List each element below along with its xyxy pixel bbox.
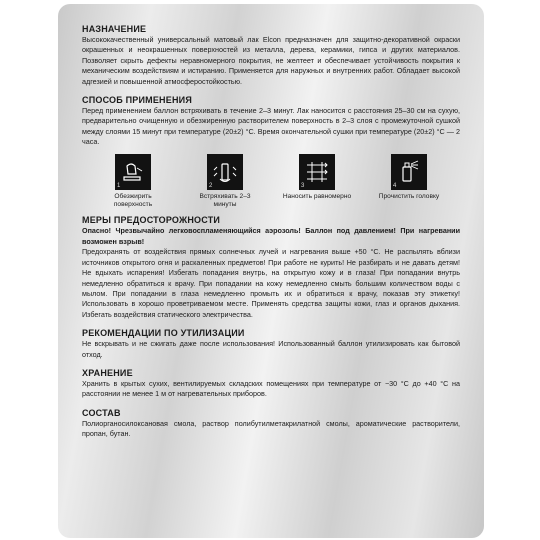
step-label: Наносить равномерно	[282, 192, 352, 200]
disposal-text: Не вскрывать и не сжигать даже после использования! Использованный баллон утилизировать как бытовой отход.	[82, 339, 460, 359]
step-1	[98, 154, 168, 210]
step-label: Прочистить головку	[378, 192, 440, 200]
step-number: 1	[117, 182, 121, 189]
disposal-heading: РЕКОМЕНДАЦИИ ПО УТИЛИЗАЦИИ	[82, 328, 245, 339]
step-label: Обезжирить поверхность	[113, 192, 153, 209]
step-2	[190, 154, 260, 210]
precautions-heading: МЕРЫ ПРЕДОСТОРОЖНОСТИ	[82, 215, 221, 226]
application-steps	[82, 150, 460, 210]
composition-heading: СОСТАВ	[82, 407, 121, 418]
step-number: 3	[301, 182, 305, 189]
step-4	[374, 154, 444, 210]
composition-text: Полиорганосилоксановая смола, раствор полибутилметакрилатной смолы, ароматические растворители, пропан, бутан.	[82, 418, 460, 439]
shake-can-icon	[207, 154, 243, 190]
spray-pattern-icon	[299, 154, 335, 190]
precautions-text: Предохранять от воздействия прямых солнечных лучей и нагревания выше +50 °С. Не распылять вблизи источников открытого огня и раскаленных предметов! При работе не курить! Не разбирать и не давать детям! Не вдыхать испарения! Избегать попадания внутрь, на открытую кожу и в глаза! При попадании внутрь немедленно обратиться к врачу. При попадании на кожу немедленно смыть большим количеством воды с мылом. При попадании в глаза немедленно промыть их и обратиться к врачу, показав эту этикетку! Использовать в хорошо проветриваемом месте. Применять средства защиты кожи, глаз и органов дыхания. Избегать воздействия статического электричества.	[82, 247, 460, 319]
step-label: Встряхивать 2–3 минуты	[199, 192, 251, 209]
application-section	[82, 95, 460, 148]
storage-text: Хранить в крытых сухих, вентилируемых складских помещениях при температуре от −30 °С до +40 °С на расстоянии не менее 1 м от нагревательных приборов.	[82, 378, 460, 399]
purpose-heading: НАЗНАЧЕНИЕ	[82, 24, 147, 34]
clean-nozzle-icon	[391, 154, 427, 190]
wipe-surface-icon	[115, 154, 151, 190]
purpose-text: Высококачественный универсальный матовый лак Elcon предназначен для защитно-декоративной окраски окрашенных и неокрашенных поверхностей из металла, дерева, керамики, гипса и других материалов. Позволяет скрыть дефекты неравномерного покрытия, не желтеет и обеспечивает устойчивость покрытия к механическим воздействиям и истиранию. Применяется для наружных и внутренних работ. Обладает высокой адгезией и повышенной атмосферостойкостью.	[82, 35, 460, 86]
composition-section	[82, 408, 460, 440]
step-number: 2	[209, 182, 213, 189]
storage-section	[82, 368, 460, 400]
label-sheet	[58, 4, 484, 538]
danger-warning: Опасно! Чрезвычайно легковоспламеняющийся аэрозоль! Баллон под давлением! При нагревании возможен взрыв!	[82, 226, 460, 246]
application-text: Перед применением баллон встряхивать в течение 2–3 минут. Лак наносится с расстояния 25–30 см на сухую, предварительно очищенную и обезжиренную растворителем поверхность в 2–3 слоя с промежуточной сушкой между слоями 15 минут при температуре (20±2) °С. Время окончательной сушки при температуре (20±2) °С — 2 часа.	[82, 106, 460, 147]
step-number: 4	[393, 182, 397, 189]
precautions-section	[82, 215, 460, 320]
application-heading: СПОСОБ ПРИМЕНЕНИЯ	[82, 95, 192, 106]
step-3	[282, 154, 352, 210]
purpose-section	[82, 24, 460, 87]
disposal-section	[82, 328, 460, 360]
storage-heading: ХРАНЕНИЕ	[82, 367, 133, 378]
